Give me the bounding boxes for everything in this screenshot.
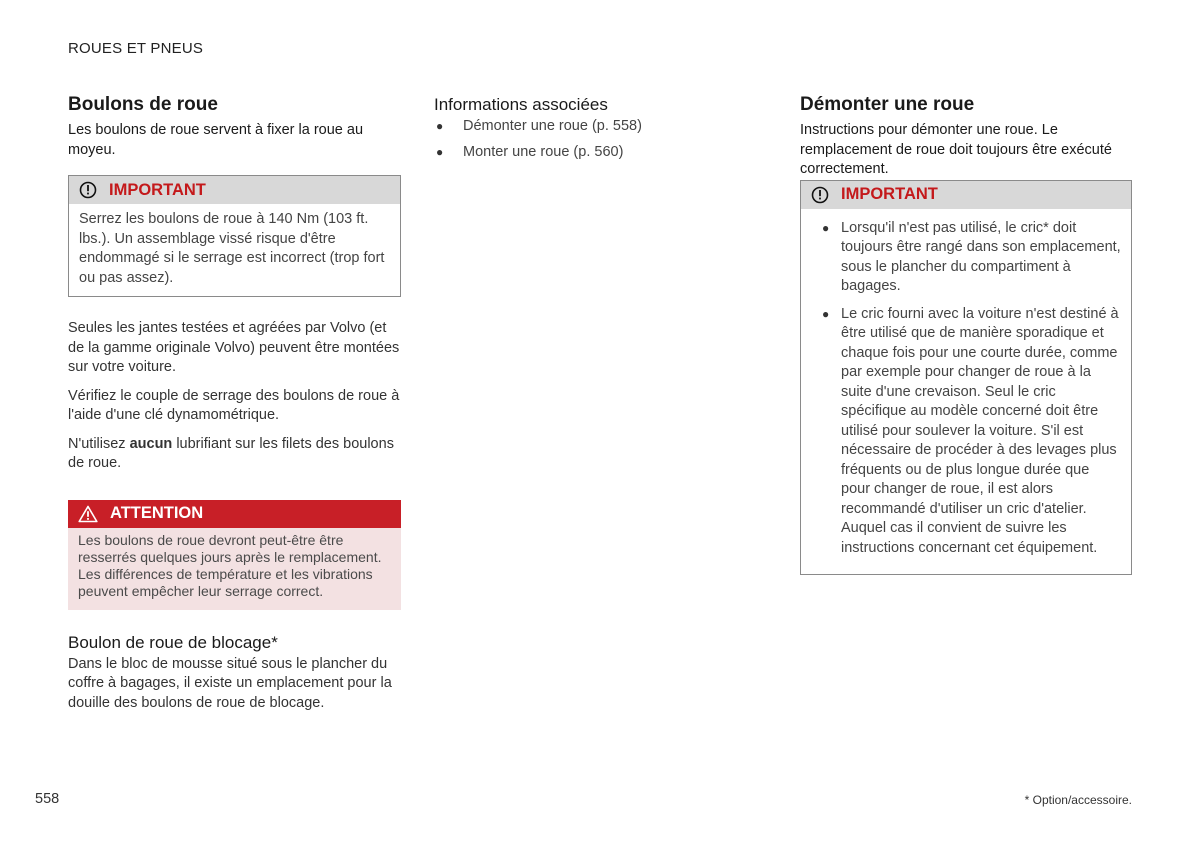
footnote-option: * Option/accessoire. bbox=[1024, 793, 1132, 807]
bullet-icon: ● bbox=[436, 119, 444, 133]
important-item-text: Lorsqu'il n'est pas utilisé, le cric* doit toujours être rangé dans son emplacement, sous le plancher du compartiment à bagages. bbox=[841, 219, 1121, 294]
important-header bbox=[69, 176, 400, 204]
paragraph-lubrifiant bbox=[68, 435, 401, 474]
related-link-label: Démonter une roue (p. 558) bbox=[463, 118, 642, 134]
exclamation-circle-icon bbox=[79, 181, 97, 199]
subsection-title: Boulon de roue de blocage* bbox=[68, 632, 278, 652]
paragraph-couple: Vérifiez le couple de serrage des boulons de roue à l'aide d'une clé dynamométrique. bbox=[68, 387, 400, 423]
section-title: Démonter une roue bbox=[800, 94, 975, 115]
attention-label: ATTENTION bbox=[110, 504, 204, 522]
important-list bbox=[811, 219, 1121, 559]
section-title: Boulons de roue bbox=[68, 94, 218, 115]
important-text: Serrez les boulons de roue à 140 Nm (103 ft. lbs.). Un assemblage vissé risque d'être endommagé si le serrage est incorrect (trop fort ou pas assez). bbox=[79, 211, 385, 286]
important-body bbox=[801, 209, 1131, 575]
lubrifiant-text-end: lubrifiant sur les filets des boulons de roue. bbox=[68, 435, 394, 471]
section-lead: Instructions pour démonter une roue. Le remplacement de roue doit toujours être exécuté correctement. bbox=[800, 122, 1112, 177]
attention-text: Les boulons de roue devront peut-être être resserrés quelques jours après le remplacement. Les différences de température et les vibrations peuvent empêcher leur serrage correct. bbox=[78, 531, 382, 599]
column-demonter-une-roue bbox=[800, 94, 1132, 597]
related-link-monter[interactable] bbox=[434, 143, 754, 163]
important-label: IMPORTANT bbox=[841, 185, 938, 203]
running-header: ROUES ET PNEUS bbox=[68, 40, 204, 57]
attention-header bbox=[68, 500, 401, 528]
important-list-item bbox=[811, 219, 1121, 297]
bullet-icon: ● bbox=[822, 220, 830, 235]
related-link-label: Monter une roue (p. 560) bbox=[463, 143, 624, 160]
bullet-icon: ● bbox=[822, 306, 830, 321]
attention-box bbox=[68, 500, 401, 610]
subsection-text: Dans le bloc de mousse situé sous le plancher du coffre à bagages, il existe un emplacement pour la douille des boulons de roue de blocage. bbox=[68, 655, 392, 711]
emphasis-aucun: aucun bbox=[129, 435, 173, 452]
warning-triangle-icon bbox=[78, 505, 98, 523]
exclamation-circle-icon bbox=[811, 186, 829, 204]
column-informations-associees bbox=[434, 94, 754, 168]
important-header bbox=[801, 181, 1131, 209]
important-box bbox=[68, 175, 401, 297]
important-label: IMPORTANT bbox=[109, 180, 206, 199]
important-list-item bbox=[811, 305, 1121, 559]
related-info-title: Informations associées bbox=[434, 95, 608, 114]
related-link-demonter[interactable] bbox=[434, 117, 754, 137]
paragraph-jantes: Seules les jantes testées et agréées par Volvo (et de la gamme originale Volvo) peuvent être montées sur votre voiture. bbox=[68, 320, 400, 375]
important-item-text: Le cric fourni avec la voiture n'est destiné à être utilisé que de manière sporadique et chaque fois pour une courte durée, comme par exemple pour changer de roue à la suite d'une crevaison. Seul le cric spécifique au modèle concerné doit être utilisé pour soulever la voiture. S'il est nécessaire de procéder à des levages plus fréquents ou de plus longue durée que pour changer de roue, il est alors recommandé d'utiliser un cric d'atelier. Auquel cas il convient de suivre les instructions concernant cet équipement. bbox=[841, 305, 1119, 556]
related-links-list bbox=[434, 117, 754, 162]
bullet-icon: ● bbox=[436, 144, 444, 159]
lubrifiant-text-start: N'utilisez bbox=[68, 435, 130, 452]
page-number: 558 bbox=[35, 791, 60, 807]
column-boulons-de-roue bbox=[68, 94, 401, 722]
important-box bbox=[800, 180, 1132, 576]
section-lead: Les boulons de roue servent à fixer la roue au moyeu. bbox=[68, 122, 364, 158]
